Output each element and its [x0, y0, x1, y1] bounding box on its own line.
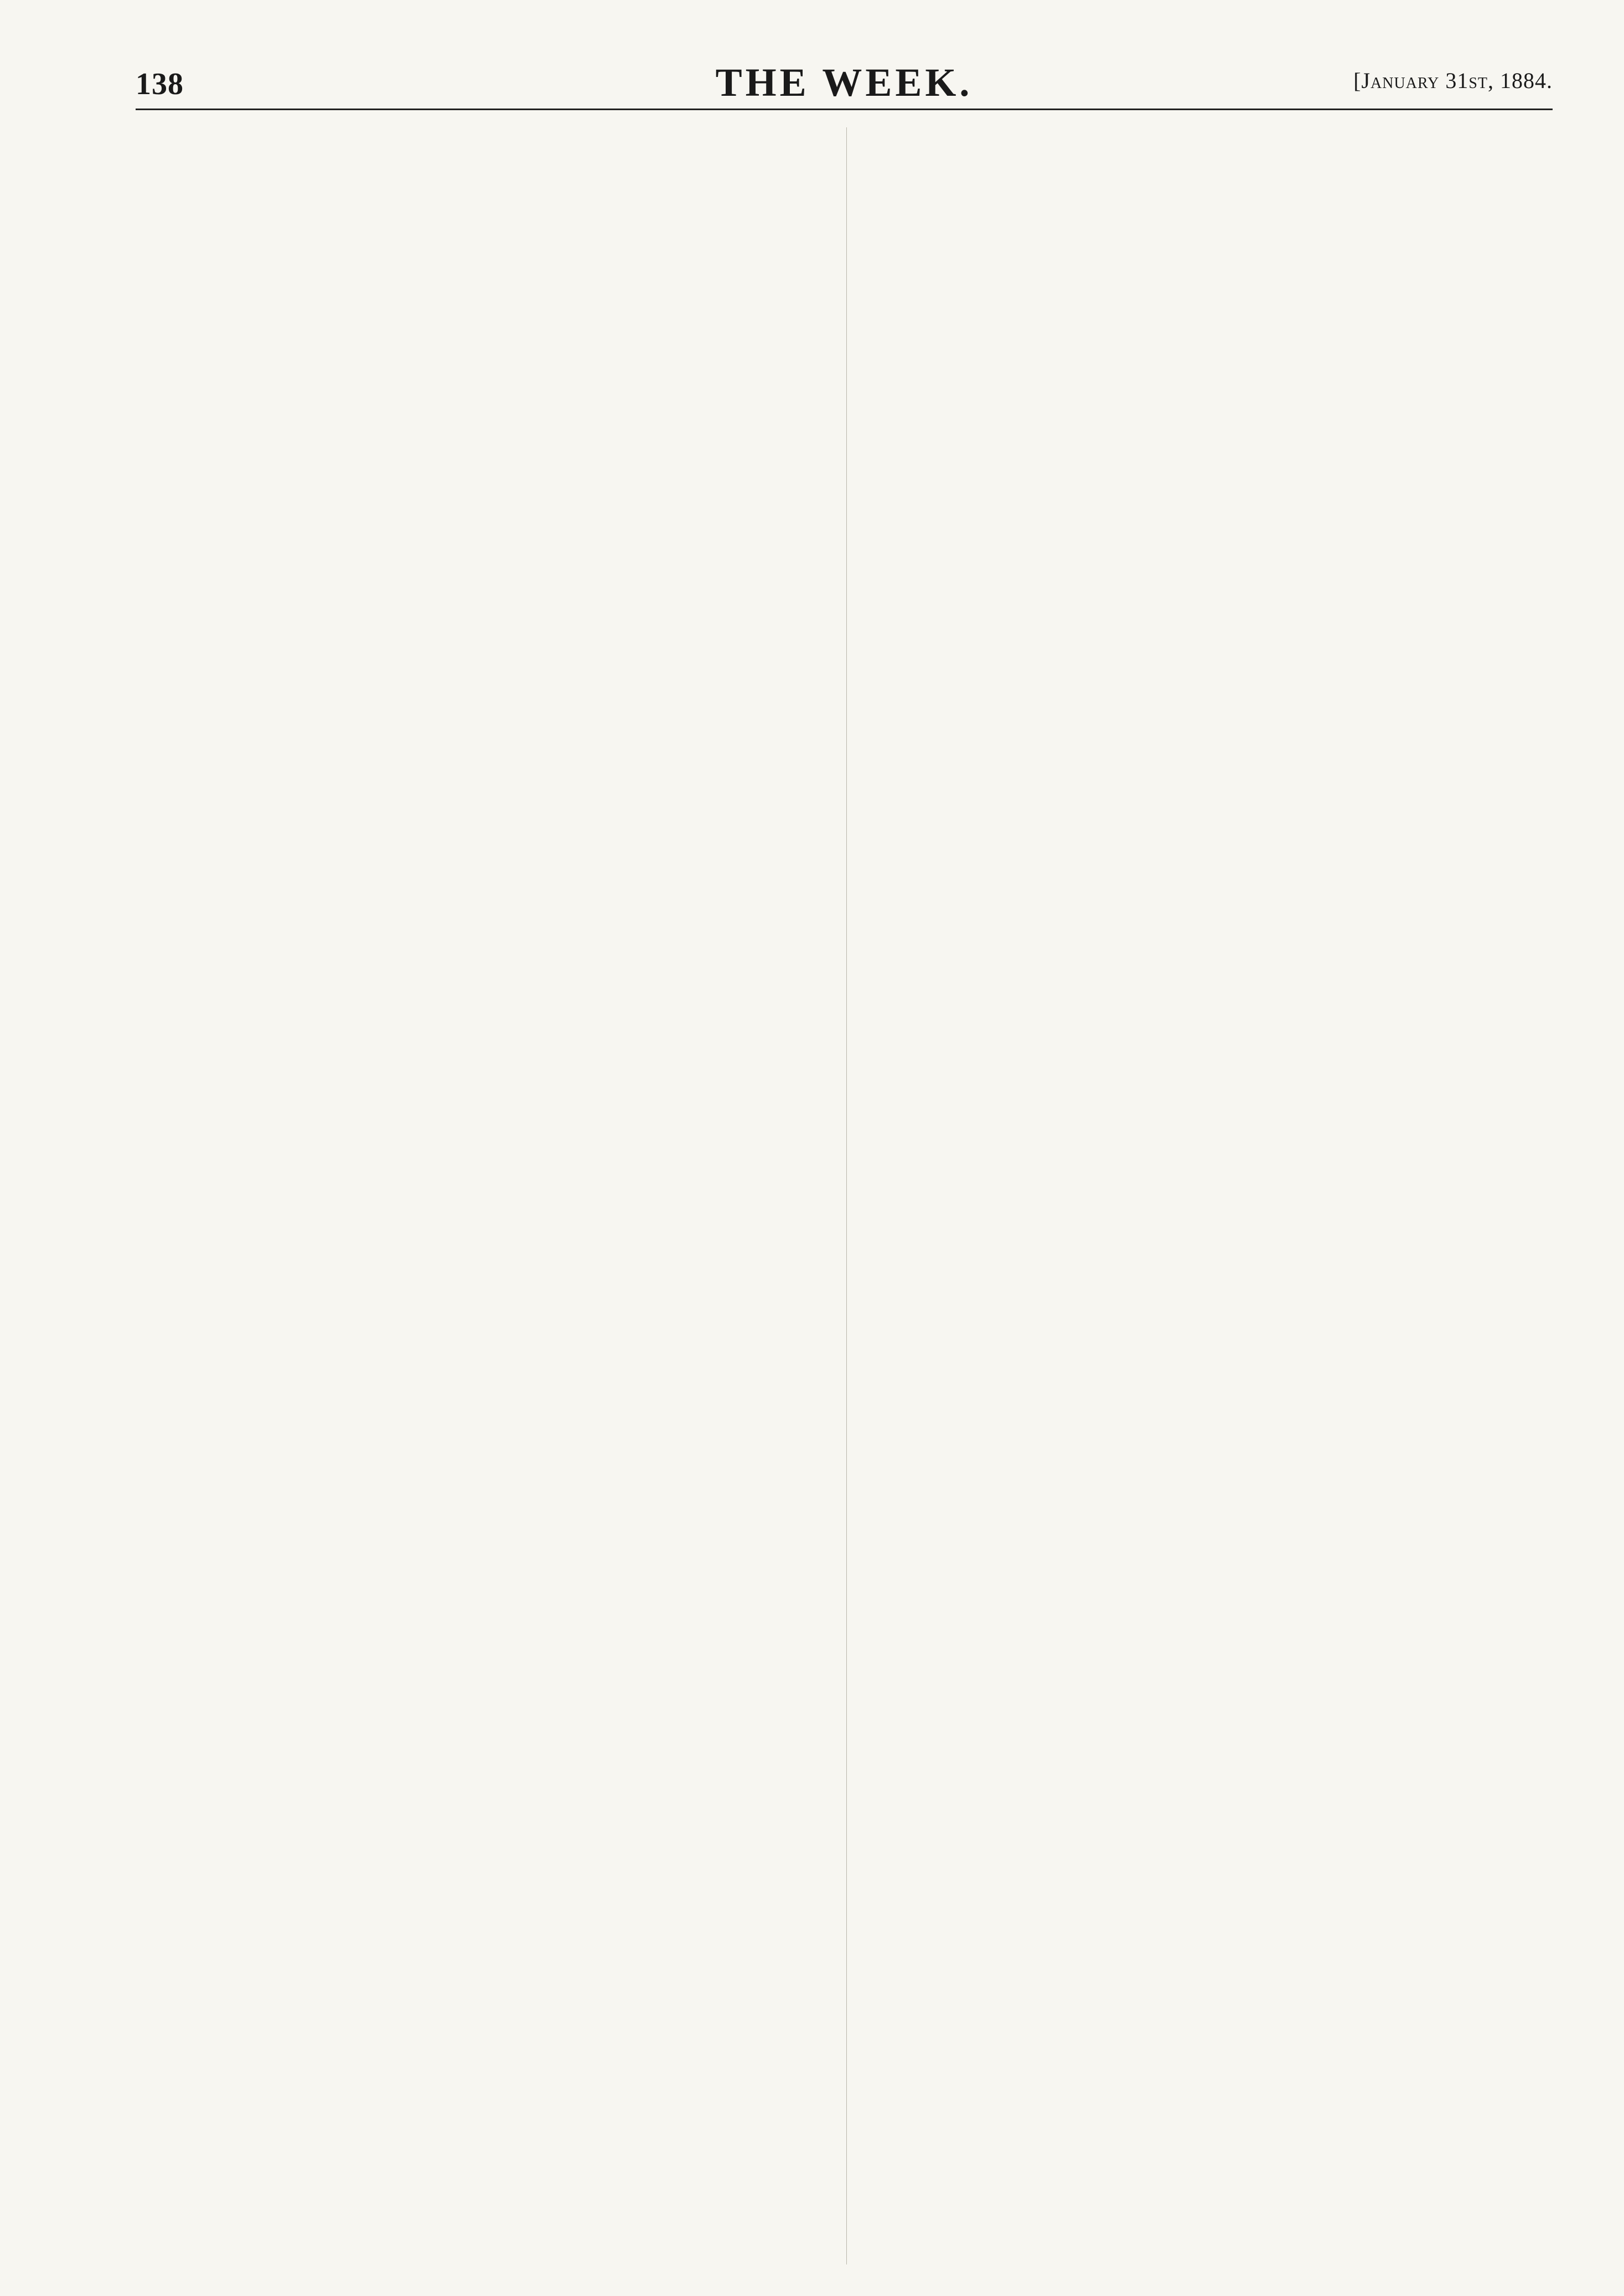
page-number: 138 — [136, 67, 184, 101]
right-column — [857, 126, 1557, 2263]
header-rule — [136, 109, 1553, 110]
left-column — [135, 126, 835, 2263]
journal-title: THE WEEK. — [715, 60, 973, 105]
column-divider — [846, 127, 847, 2264]
page-header — [136, 60, 1553, 110]
issue-date: [January 31st, 1884. — [1353, 68, 1553, 93]
